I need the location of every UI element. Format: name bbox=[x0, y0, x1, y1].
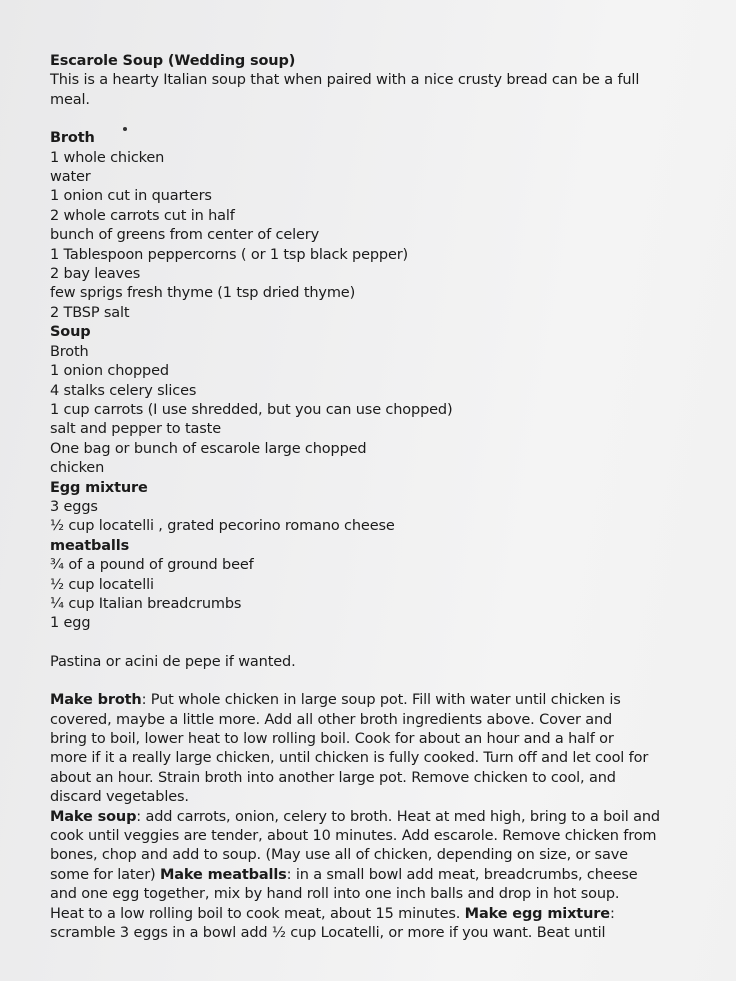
intro-line: This is a hearty Italian soup that when paired with a nice crusty bread can be a full bbox=[50, 72, 640, 89]
spacer bbox=[50, 672, 690, 691]
make-meatballs-text: Heat to a low rolling boil to cook meat, about 15 minutes. bbox=[50, 905, 465, 922]
meatballs-ingredient: ¼ cup Italian breadcrumbs bbox=[50, 595, 242, 612]
broth-ingredient: few sprigs fresh thyme (1 tsp dried thyme) bbox=[50, 285, 356, 302]
make-broth-line bbox=[50, 691, 690, 710]
make-meatballs-label: Make meatballs bbox=[159, 866, 287, 883]
make-meatballs-text: : in a small bowl add meat, breadcrumbs, cheese bbox=[286, 866, 638, 883]
broth-ingredient: 2 TBSP salt bbox=[50, 304, 130, 321]
make-broth-line: bring to boil, lower heat to low rolling boil. Cook for about an hour and a half or bbox=[50, 731, 614, 747]
make-meatballs-line: and one egg together, mix by hand roll into one inch balls and drop in hot soup. bbox=[50, 886, 620, 903]
broth-ingredient: 2 bay leaves bbox=[50, 266, 141, 283]
make-soup-text: : add carrots, onion, celery to broth. Heat at med high, bring to a boil and bbox=[136, 808, 660, 825]
spacer bbox=[50, 110, 690, 129]
recipe-document bbox=[50, 52, 690, 943]
broth-ingredient: 1 whole chicken bbox=[50, 149, 165, 166]
make-egg-mixture-text: : bbox=[609, 905, 615, 922]
make-soup-text: some for later) bbox=[50, 866, 160, 883]
broth-ingredient: 1 onion cut in quarters bbox=[50, 188, 212, 205]
meatballs-heading: meatballs bbox=[50, 537, 130, 554]
pastina-note: Pastina or acini de pepe if wanted. bbox=[50, 653, 296, 670]
make-broth-label: Make broth bbox=[50, 692, 142, 709]
make-broth-line: discard vegetables. bbox=[50, 789, 189, 806]
meatballs-ingredient: ¾ of a pound of ground beef bbox=[50, 557, 254, 574]
soup-ingredient: Broth bbox=[50, 343, 89, 360]
soup-ingredient: salt and pepper to taste bbox=[50, 421, 221, 438]
broth-heading: Broth bbox=[50, 130, 95, 147]
egg-mixture-heading: Egg mixture bbox=[50, 479, 148, 496]
make-egg-mixture-label: Make egg mixture bbox=[464, 905, 610, 922]
broth-ingredient: 1 Tablespoon peppercorns ( or 1 tsp black pepper) bbox=[50, 246, 409, 263]
broth-ingredient: bunch of greens from center of celery bbox=[50, 227, 320, 244]
egg-mixture-ingredient: 3 eggs bbox=[50, 498, 98, 515]
soup-ingredient: 1 onion chopped bbox=[50, 363, 169, 380]
make-egg-mixture-line: scramble 3 eggs in a bowl add ½ cup Locatelli, or more if you want. Beat until bbox=[50, 925, 606, 942]
soup-ingredient: 1 cup carrots (I use shredded, but you can use chopped) bbox=[50, 401, 453, 418]
soup-ingredient: 4 stalks celery slices bbox=[50, 382, 197, 399]
recipe-title: Escarole Soup (Wedding soup) bbox=[50, 53, 296, 69]
make-meatballs-line bbox=[50, 905, 690, 924]
meatballs-ingredient: 1 egg bbox=[50, 615, 91, 632]
make-soup-line: cook until veggies are tender, about 10 minutes. Add escarole. Remove chicken from bbox=[50, 828, 657, 845]
broth-ingredient: water bbox=[50, 169, 91, 186]
make-broth-line: covered, maybe a little more. Add all other broth ingredients above. Cover and bbox=[50, 711, 613, 728]
broth-ingredient: 2 whole carrots cut in half bbox=[50, 207, 235, 224]
make-soup-line: bones, chop and add to soup. (May use all of chicken, depending on size, or save bbox=[50, 847, 628, 864]
make-soup-label: Make soup bbox=[50, 808, 137, 825]
soup-ingredient: chicken bbox=[50, 460, 105, 477]
make-soup-line bbox=[50, 808, 690, 827]
spacer bbox=[50, 634, 690, 653]
make-broth-text: : Put whole chicken in large soup pot. Fill with water until chicken is bbox=[141, 692, 621, 709]
soup-heading: Soup bbox=[50, 324, 91, 341]
egg-mixture-ingredient: ½ cup locatelli , grated pecorino romano cheese bbox=[50, 518, 395, 535]
intro-line: meal. bbox=[50, 91, 90, 108]
meatballs-ingredient: ½ cup locatelli bbox=[50, 576, 154, 593]
soup-ingredient: One bag or bunch of escarole large chopped bbox=[50, 440, 367, 457]
make-broth-line: more if it a really large chicken, until chicken is fully cooked. Turn off and let cool for bbox=[50, 750, 649, 767]
make-broth-line: about an hour. Strain broth into another large pot. Remove chicken to cool, and bbox=[50, 769, 616, 786]
make-soup-line bbox=[50, 866, 690, 885]
